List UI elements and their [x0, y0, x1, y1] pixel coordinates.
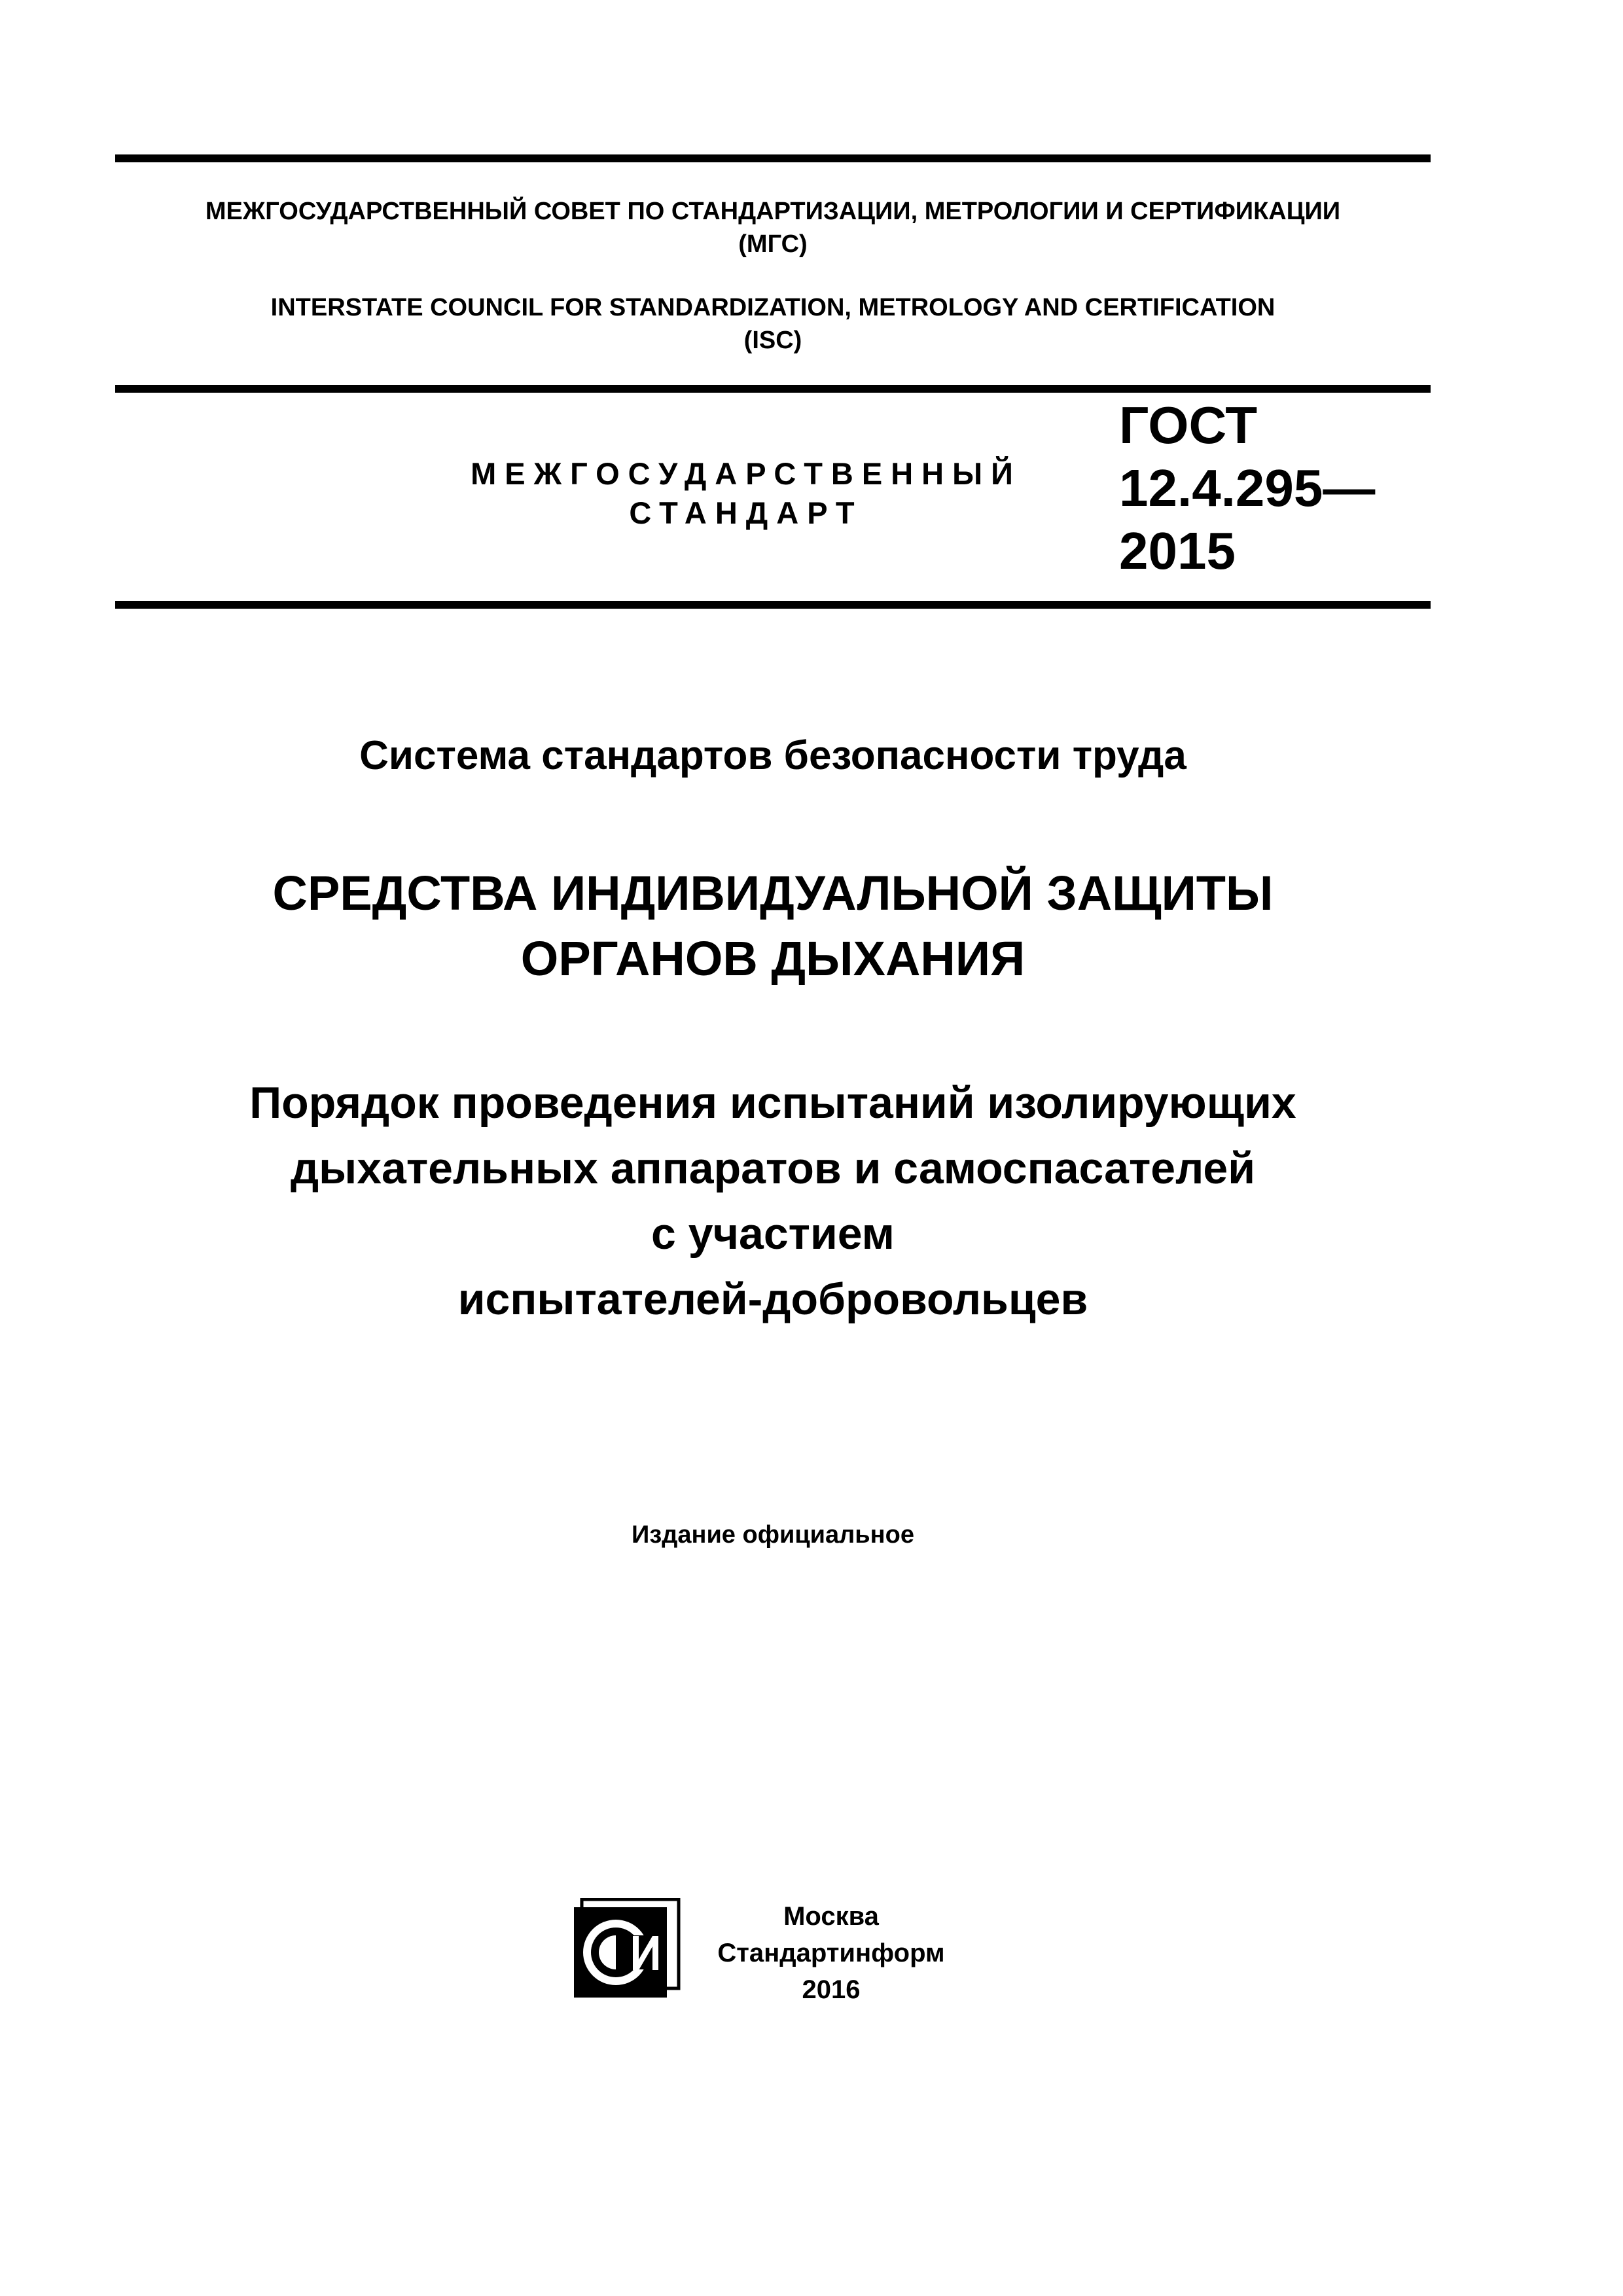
publisher-city: Москва [783, 1902, 879, 1931]
subtitle-line1: Порядок проведения испытаний изолирующих [249, 1078, 1296, 1128]
document-subtitle [115, 1070, 1431, 1332]
header-rule [115, 385, 1431, 393]
subtitle-line2: дыхательных аппаратов и самоспасателей [290, 1143, 1256, 1193]
designation-line2: 12.4.295— [1119, 459, 1376, 517]
subtitle-line3: с участием [651, 1209, 895, 1259]
standartinform-logo-icon [573, 1898, 681, 2000]
publisher-year: 2016 [802, 1975, 861, 2004]
standard-designation [1119, 394, 1427, 583]
council-name-en [115, 291, 1431, 357]
series-title: Система стандартов безопасности труда [359, 733, 1186, 778]
council-en-abbr: (ISC) [743, 327, 802, 354]
top-rule [115, 154, 1431, 162]
standard-kind-line1: МЕЖГОСУДАРСТВЕННЫЙ [471, 456, 1022, 491]
publisher-name: Стандартинформ [717, 1939, 945, 1967]
title-line1: СРЕДСТВА ИНДИВИДУАЛЬНОЙ ЗАЩИТЫ [272, 866, 1274, 920]
council-ru-abbr: (МГС) [738, 230, 808, 258]
council-name-ru [115, 195, 1431, 260]
title-line2: ОРГАНОВ ДЫХАНИЯ [520, 931, 1026, 986]
council-ru-name: МЕЖГОСУДАРСТВЕННЫЙ СОВЕТ ПО СТАНДАРТИЗАЦИИ, МЕТРОЛОГИИ И СЕРТИФИКАЦИИ [205, 198, 1341, 225]
document-title [115, 861, 1431, 992]
publisher-block [694, 1898, 969, 2008]
edition-label: Издание официальное [632, 1521, 914, 1549]
header-bottom-rule [115, 601, 1431, 609]
standard-kind [393, 454, 1099, 533]
subtitle-line4: испытателей-добровольцев [457, 1274, 1088, 1324]
standard-kind-line2: СТАНДАРТ [629, 495, 863, 530]
designation-line1: ГОСТ [1119, 396, 1258, 454]
designation-line3: 2015 [1119, 522, 1236, 580]
council-en-name: INTERSTATE COUNCIL FOR STANDARDIZATION, METROLOGY AND CERTIFICATION [270, 294, 1275, 321]
